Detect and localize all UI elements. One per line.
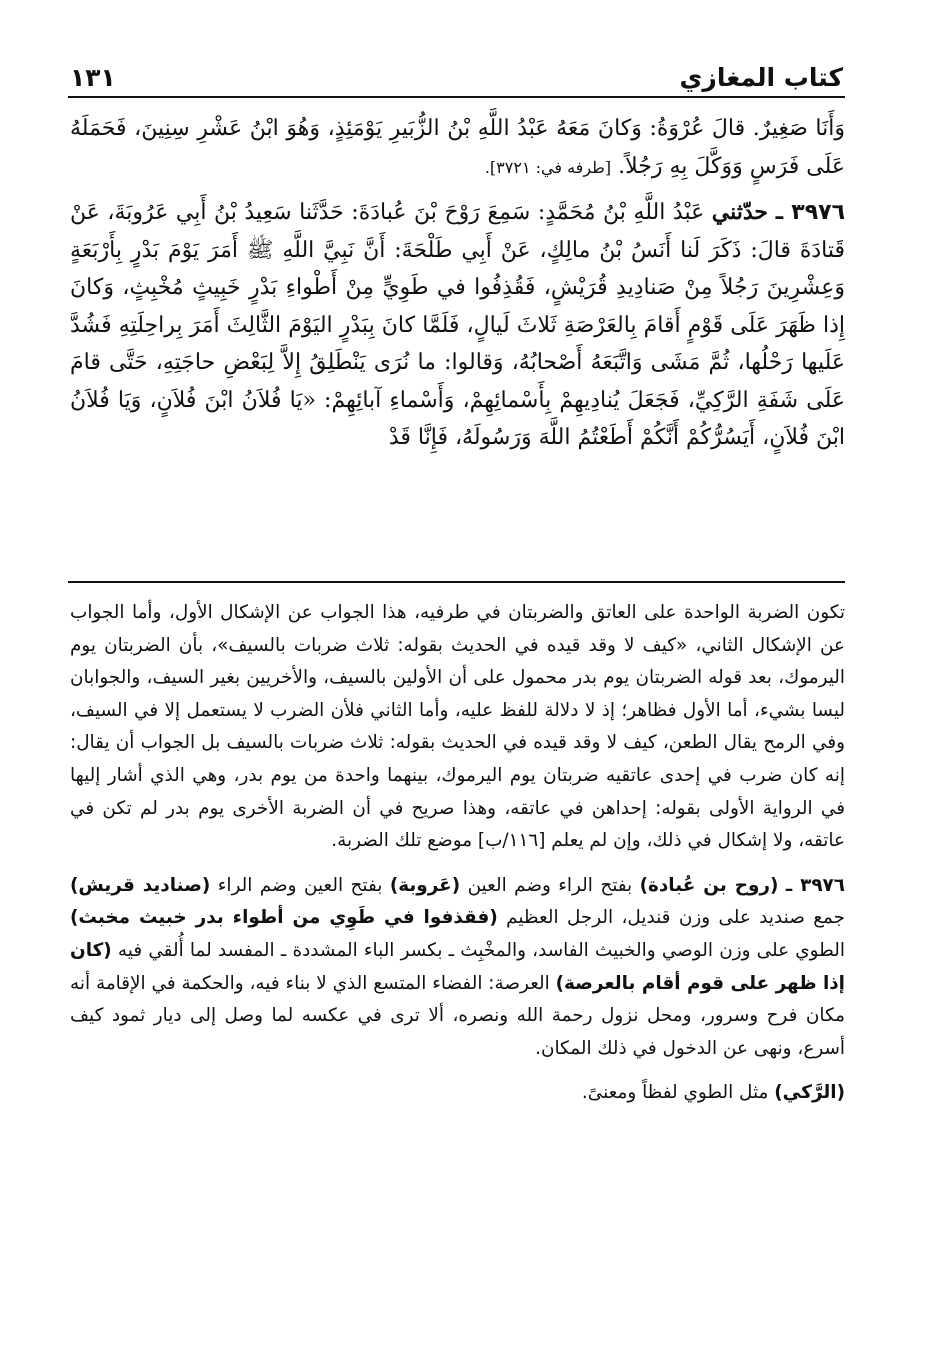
commentary-gloss: بفتح الراء وضم العين: [467, 874, 633, 896]
commentary-paragraph-3: [70, 1077, 845, 1110]
commentary-term: (كان إذا ظهر على قوم أقام بالعرصة): [70, 939, 845, 994]
commentary-gloss: مثل الطوي لفظاً ومعنىً.: [581, 1082, 769, 1104]
hadith-number: ٣٩٧٦ ـ: [775, 200, 846, 225]
commentary-term: (الرَّكي): [774, 1082, 845, 1104]
commentary-term: (روح بن عُبادة): [639, 874, 779, 896]
commentary-gloss: الطوي على وزن الوصي والخبيث الفاسد، والمخْبِث ـ بكسر الباء المشددة ـ المفسد لما أُلقي فيه: [117, 939, 845, 961]
commentary-term: (عَروبة): [389, 874, 461, 896]
commentary-block: [70, 597, 845, 1110]
commentary-term: (صناديد قريش): [70, 874, 211, 896]
hadith-text-block: [70, 110, 845, 457]
footnote-separator: [68, 581, 845, 583]
cross-reference: [طرفه في: ٣٧٢١].: [484, 157, 612, 177]
commentary-gloss: جمع صنديد على وزن قنديل، الرجل العظيم: [506, 907, 845, 929]
commentary-paragraph-1: تكون الضربة الواحدة على العاتق والضربتان في طرفيه، هذا الجواب عن الإشكال الأول، وأما الجواب عن الإشكال الثاني، «كيف لا وقد قيده في الحديث بقوله: ثلاث ضربات بالسيف»، بأن الضربتان يوم اليرموك، بعد قوله الضربتان يوم بدر محمول على أن الأولين بالسيف، والأخريين بغير السيف، والجوابان ليسا بشيء، أما الأول فظاهر؛ إذ لا دلالة للفظ عليه، وأما الثاني فلأن الضرب لا يستعمل إلا في السيف، وفي الرمح يقال الطعن، كيف لا وقد قيده في الحديث بقوله: ثلاث ضربات بالسيف بل الجواب أن يقال: إنه كان ضرب في إحدى عاتقيه ضربتان يوم اليرموك، بينهما واحدة من يوم بدر، وهي الذي أشار إليها في الرواية الأولى بقوله: إحداهن في عاتقه، وهذا صريح في أن الضربة الأخرى يوم بدر لم تكن في عاتقه، ولا إشكال في ذلك، وإن لم يعلم [١١٦/ب] موضع تلك الضربة.: [70, 602, 845, 852]
book-title: كتاب المغازي: [679, 63, 843, 92]
page-number: ١٣١: [70, 63, 116, 92]
commentary-gloss: العرصة: الفضاء المتسع الذي لا بناء فيه، والحكمة في الإقامة أنه مكان فرح وسرور، ومحل نزول رحمة الله ونصره، ألا ترى في عكسه لما وصل إلى ديار ثمود كيف أسرع، ونهى عن الدخول في ذلك المكان.: [70, 972, 845, 1059]
hadith-lead-word: حدّثني: [711, 199, 769, 225]
hadith-3976: [70, 194, 845, 457]
commentary-gloss: بفتح العين وضم الراء: [217, 874, 383, 896]
hadith-body: عَبْدُ اللَّهِ بْنُ مُحَمَّدٍ: سَمِعَ رَوْحَ بْنَ عُبادَةَ: حَدَّثَنا سَعِيدُ بْنُ أَبِي عَرُوبَةَ، عَنْ قَتادَةَ قالَ: ذَكَرَ لَنا أَنَسُ بْنُ مالِكٍ، عَنْ أَبِي طَلْحَةَ: أَنَّ نَبِيَّ اللَّهِ ﷺ أَمَرَ يَوْمَ بَدْرٍ بِأَرْبَعَةٍ وَعِشْرِينَ رَجُلاً مِنْ صَنادِيدِ قُرَيْشٍ، فَقُذِفُوا في طَوِيٍّ مِنْ أَطْواءِ بَدْرٍ خَبِيثٍ مُخْبِثٍ، وَكانَ إِذا ظَهَرَ عَلَى قَوْمٍ أَقامَ بِالعَرْصَةِ ثَلاثَ لَيالٍ، فَلَمَّا كانَ بِبَدْرٍ اليَوْمَ الثَّالِثَ أَمَرَ بِراحِلَتِهِ فَشُدَّ عَلَيها رَحْلُها، ثُمَّ مَشَى وَاتَّبَعَهُ أَصْحابُهُ، وَقالوا: ما نُرَى يَنْطَلِقُ إِلاَّ لِبَعْضِ حاجَتِهِ، حَتَّى قامَ عَلَى شَفَةِ الرَّكِيِّ، فَجَعَلَ يُنادِيهِمْ بِأَسْمائِهِمْ، وَأَسْماءِ آبائِهِمْ: «يَا فُلاَنُ ابْنَ فُلاَنٍ، وَيَا فُلاَنُ ابْنَ فُلاَنٍ، أَيَسُرُّكُمْ أَنَّكُمْ أَطَعْتُمُ اللَّهَ وَرَسُولَهُ، فَإِنَّا قَدْ: [70, 200, 846, 450]
matn-p1-text: وَأَنَا صَغِيرٌ. قالَ عُرْوَةُ: وَكانَ مَعَهُ عَبْدُ اللَّهِ بْنُ الزُّبَيرِ يَوْمَئِذٍ، وَهُوَ ابْنُ عَشْرِ سِنِينَ، فَحَمَلَهُ عَلَى فَرَسٍ وَوَكَّلَ بِهِ رَجُلاً.: [70, 116, 845, 179]
matn-paragraph-1: [70, 110, 845, 186]
commentary-paragraph-2: [70, 870, 845, 1066]
commentary-hadith-number: ٣٩٧٦ ـ: [785, 874, 845, 896]
commentary-term: (فقذفوا في طَوِي من أطواء بدر خبيث مخبث): [70, 907, 498, 929]
running-head: [70, 52, 843, 92]
header-rule: [68, 96, 845, 98]
